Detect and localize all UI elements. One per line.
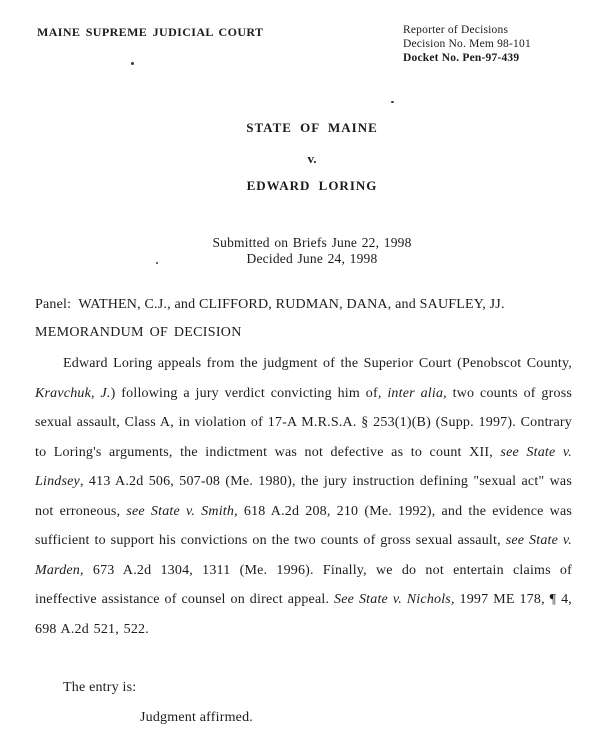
scan-artifact-dot xyxy=(391,101,394,103)
decided-date-line: Decided June 24, 1998 xyxy=(246,251,378,266)
court-name: MAINE SUPREME JUDICIAL COURT xyxy=(37,25,264,39)
scan-artifact-dot xyxy=(131,62,134,65)
panel-line: Panel: WATHEN, C.J., and CLIFFORD, RUDMAN, DANA, and SAUFLEY, JJ. xyxy=(35,297,505,312)
caption-party-bottom: EDWARD LORING xyxy=(246,178,378,193)
memorandum-heading: MEMORANDUM OF DECISION xyxy=(35,325,242,340)
entry-judgment-line: Judgment affirmed. xyxy=(140,710,253,725)
reporter-block xyxy=(403,23,531,65)
caption-party-top: STATE OF MAINE xyxy=(246,120,378,135)
decision-number-line: Decision No. Mem 98-101 xyxy=(403,38,531,50)
reporter-of-decisions-line: Reporter of Decisions xyxy=(403,24,509,36)
docket-number-line: Docket No. Pen-97-439 xyxy=(403,52,520,64)
entry-lead-line: The entry is: xyxy=(63,680,137,695)
memorandum-paragraph: Edward Loring appeals from the judgment of the Superior Court (Penobscot County, Kravchuk, J.) following a jury verdict convicting him of, inter alia, two counts of gross sexual assault, Class A, in violation of 17-A M.R.S.A. § 253(1)(B) (Supp. 1997). Contrary to Loring's arguments, the indictment was not defective as to count XII, see State v. Lindsey, 413 A.2d 506, 507-08 (Me. 1980), the jury instruction defining "sexual act" was not erroneous, see State v. Smith, 618 A.2d 208, 210 (Me. 1992), and the evidence was sufficient to support his convictions on the two counts of gross sexual assault, see State v. Marden, 673 A.2d 1304, 1311 (Me. 1996). Finally, we do not entertain claims of ineffective assistance of counsel on direct appeal. See State v. Nichols, 1997 ME 178, ¶ 4, 698 A.2d 521, 522. xyxy=(35,356,573,637)
caption-versus: v. xyxy=(307,151,317,166)
submitted-date-line: Submitted on Briefs June 22, 1998 xyxy=(212,235,412,250)
scan-artifact-dot xyxy=(156,262,158,264)
